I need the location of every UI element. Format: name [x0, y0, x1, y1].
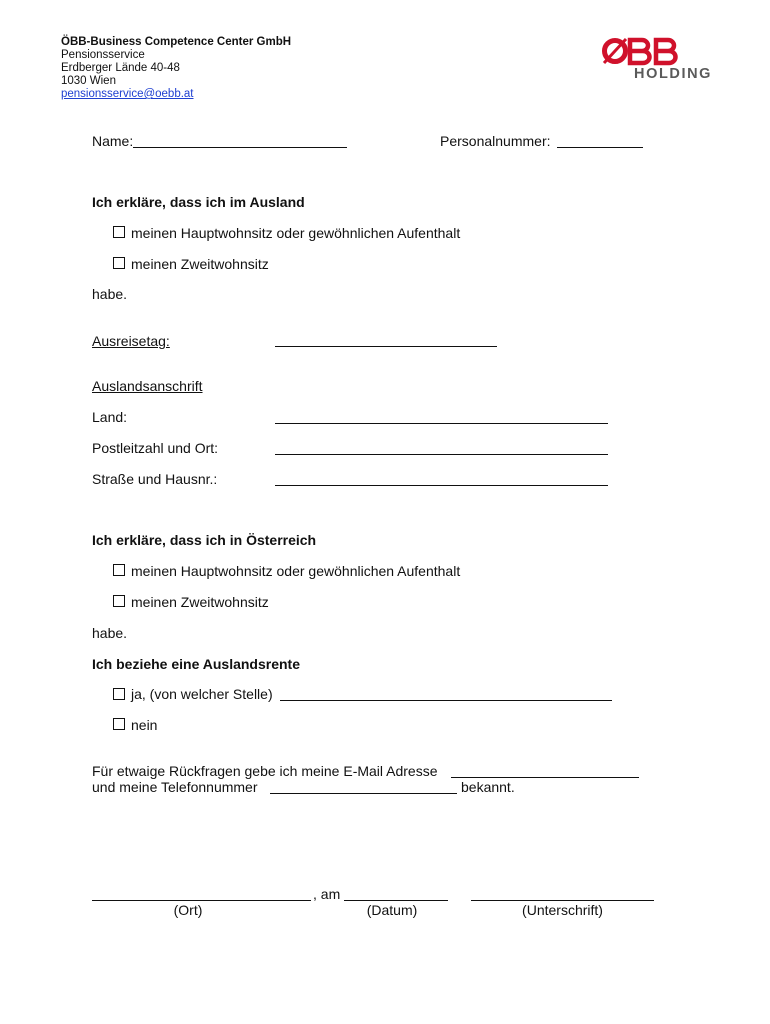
pension-source-field[interactable]: [280, 700, 612, 701]
street-field[interactable]: [275, 485, 608, 486]
holding-text: HOLDING: [634, 66, 713, 82]
austria-main-residence-checkbox[interactable]: [113, 564, 125, 576]
pension-no-label: nein: [131, 717, 158, 733]
signature-field[interactable]: [471, 900, 654, 901]
contact-phone-text: und meine Telefonnummer: [92, 779, 258, 795]
email-link[interactable]: pensionsservice@oebb.at: [61, 88, 194, 100]
abroad-suffix: habe.: [92, 286, 128, 302]
zip-city-field[interactable]: [275, 454, 608, 455]
contact-email-field[interactable]: [451, 777, 639, 778]
place-caption: (Ort): [173, 902, 203, 918]
pension-heading: Ich beziehe eine Auslandsrente: [92, 656, 300, 672]
contact-bekannt-text: bekannt.: [461, 779, 515, 795]
obb-holding-logo: [600, 36, 722, 86]
address-heading: Auslandsanschrift: [92, 378, 203, 394]
pension-yes-label: ja, (von welcher Stelle): [131, 686, 273, 702]
date-caption: (Datum): [366, 902, 418, 918]
contact-phone-field[interactable]: [270, 793, 457, 794]
street-label: Straße und Hausnr.:: [92, 471, 218, 487]
pension-no-checkbox[interactable]: [113, 718, 125, 730]
country-label: Land:: [92, 409, 128, 425]
personalnummer-label: Personalnummer:: [440, 133, 551, 149]
austria-main-residence-label: meinen Hauptwohnsitz oder gewöhnlichen Aufenthalt: [131, 563, 461, 579]
pension-yes-checkbox[interactable]: [113, 688, 125, 700]
austria-second-residence-label: meinen Zweitwohnsitz: [131, 594, 269, 610]
abroad-main-residence-label: meinen Hauptwohnsitz oder gewöhnlichen Aufenthalt: [131, 225, 461, 241]
name-label: Name:: [92, 133, 134, 149]
austria-second-residence-checkbox[interactable]: [113, 595, 125, 607]
department: Pensionsservice: [61, 49, 145, 61]
departure-label: Ausreisetag:: [92, 333, 170, 349]
company-name: ÖBB-Business Competence Center GmbH: [61, 36, 292, 48]
zip-city-label: Postleitzahl und Ort:: [92, 440, 219, 456]
personalnummer-field[interactable]: [557, 147, 643, 148]
departure-field[interactable]: [275, 346, 497, 347]
city-address: 1030 Wien: [61, 75, 116, 87]
name-field[interactable]: [133, 147, 347, 148]
austria-heading: Ich erkläre, dass ich in Österreich: [92, 532, 317, 548]
am-text: , am: [313, 886, 341, 902]
place-field[interactable]: [92, 900, 311, 901]
abroad-second-residence-checkbox[interactable]: [113, 257, 125, 269]
country-field[interactable]: [275, 423, 608, 424]
signature-caption: (Unterschrift): [522, 902, 603, 918]
date-field[interactable]: [344, 900, 448, 901]
abroad-main-residence-checkbox[interactable]: [113, 226, 125, 238]
austria-suffix: habe.: [92, 625, 128, 641]
contact-email-text: Für etwaige Rückfragen gebe ich meine E-Mail Adresse: [92, 763, 438, 779]
abroad-second-residence-label: meinen Zweitwohnsitz: [131, 256, 269, 272]
abroad-heading: Ich erkläre, dass ich im Ausland: [92, 194, 305, 210]
street-address: Erdberger Lände 40-48: [61, 62, 180, 74]
